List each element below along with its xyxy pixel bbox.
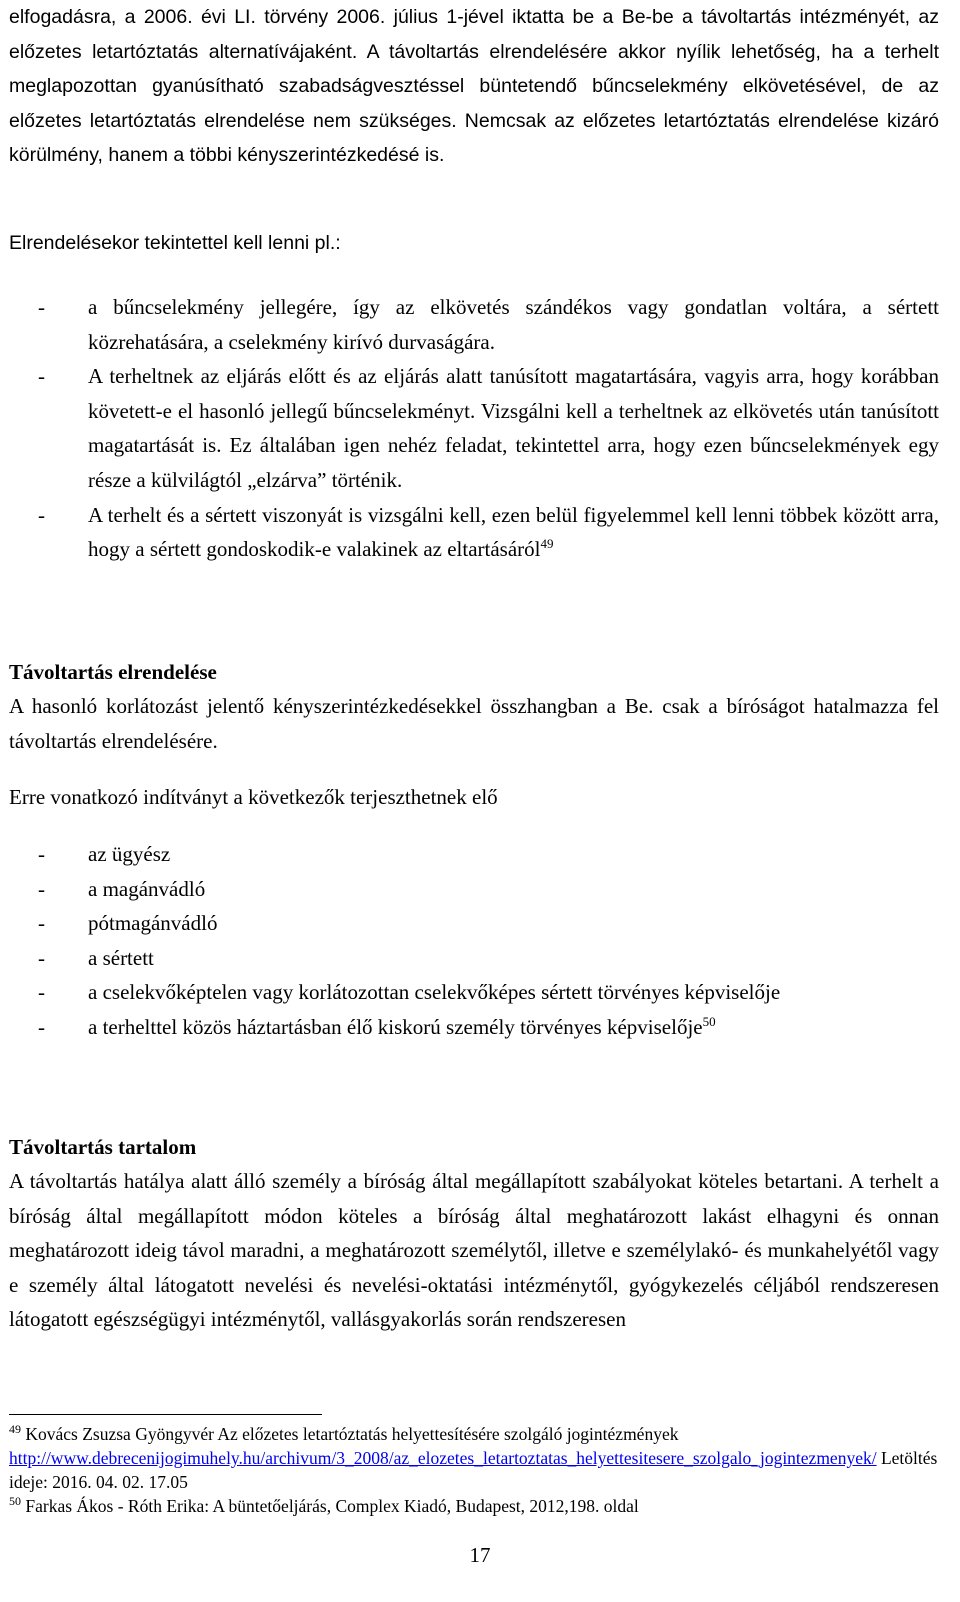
list-item (9, 975, 939, 1010)
list-item-text: a bűncselekmény jellegére, így az elkövetés szándékos vagy gondatlan voltára, a sértett közrehatására, a cselekmény kirívó durvaságára. (88, 295, 939, 354)
footnote-divider (9, 1414, 322, 1415)
list-item-text: A terheltnek az eljárás előtt és az eljárás alatt tanúsított magatartására, vagyis arra, hogy korábban követett-e el hasonló jellegű bűncselekményt. Vizsgálni kell a terheltnek az elkövetés után tanúsított magatartását is. Ez általában igen nehéz feladat, tekintettel arra, hogy ezen bűncselekmények egy része a külvilágtól „elzárva” történik. (88, 364, 939, 492)
list-item (9, 290, 939, 359)
movers-list (9, 837, 939, 1045)
list-dash: - (38, 842, 45, 866)
list-item-text: a sértett (88, 945, 154, 970)
list-item-text: a terhelttel közös háztartásban élő kiskorú személy törvényes képviselője (88, 1014, 703, 1039)
list-dash: - (38, 1014, 45, 1039)
list-item-text: a cselekvőképtelen vagy korlátozottan cselekvőképes sértett törvényes képviselője (88, 980, 781, 1005)
page-number: 17 (469, 1543, 491, 1567)
list-item (9, 941, 939, 976)
list-item-text: A terhelt és a sértett viszonyát is vizsgálni kell, ezen belül figyelemmel kell lenni többek között arra, hogy a sértett gondoskodik-e valakinek az eltartásáról (88, 502, 939, 562)
list-item (9, 906, 939, 941)
footnote-ref[interactable]: 50 (702, 1013, 716, 1029)
criteria-list (9, 290, 939, 567)
list-item (9, 359, 939, 497)
list-dash: - (38, 364, 45, 389)
list-dash: - (38, 911, 45, 936)
list-item-text: pótmagánvádló (88, 911, 218, 936)
list-dash: - (38, 502, 45, 527)
footnote-number: 50 (9, 1494, 21, 1509)
opening-paragraph (9, 0, 939, 173)
list-dash: - (38, 945, 45, 970)
footnote-49 (9, 1422, 939, 1494)
list-item (9, 1010, 939, 1045)
list-item-text: az ügyész (88, 842, 171, 866)
list-dash: - (38, 876, 45, 901)
footnote-download-date: Letöltés ideje: 2016. 04. 02. 17.05 (9, 1448, 938, 1492)
footnote-link[interactable]: http://www.debrecenijogimuhely.hu/archivum/3_2008/az_elozetes_letartoztatas_helyettesitesere_szolgalo_jogintezmenyek/ (9, 1448, 877, 1468)
list-item (9, 837, 939, 872)
footnote-text: Kovács Zsuzsa Gyöngyvér Az előzetes letartóztatás helyettesítésére szolgáló jogintézmények (25, 1424, 679, 1444)
list-item (9, 498, 939, 567)
motion-intro: Erre vonatkozó indítványt a következők terjeszthetnek elő (9, 785, 498, 809)
footnotes (9, 1422, 939, 1518)
footnote-50 (9, 1494, 939, 1518)
section-content-text: A távoltartás hatálya alatt álló személy a bíróság által megállapított szabályokat köteles betartani. A terhelt a bíróság által megállapított módon köteles a bíróság által meghatározott lakást elhagyni és onnan meghatározott ideig távol maradni, a meghatározott személytől, illetve e személylakó- és munkahelyétől vagy e személy által látogatott nevelési és nevelési-oktatási intézménytől, gyógykezelés céljából rendszeresen látogatott egészségügyi intézménytől, vallásgyakorlás során rendszeresen (9, 1169, 939, 1332)
footnote-number: 49 (9, 1422, 21, 1437)
section-ordering-text: A hasonló korlátozást jelentő kényszerintézkedésekkel összhangban a Be. csak a bíróságot hatalmazza fel távoltartás elrendelésére. (9, 694, 939, 753)
section-heading-ordering: Távoltartás elrendelése (9, 660, 217, 684)
section-heading-content: Távoltartás tartalom (9, 1135, 197, 1159)
list-item (9, 872, 939, 907)
list-dash: - (38, 295, 45, 319)
criteria-intro: Elrendelésekor tekintettel kell lenni pl.: (9, 232, 341, 254)
list-item-text: a magánvádló (88, 876, 206, 901)
footnote-text: Farkas Ákos - Róth Erika: A büntetőeljárás, Complex Kiadó, Budapest, 2012,198. oldal (25, 1496, 639, 1516)
footnote-ref[interactable]: 49 (540, 536, 554, 552)
list-dash: - (38, 980, 45, 1005)
opening-paragraph-text: elfogadásra, a 2006. évi LI. törvény 2006. július 1-jével iktatta be a Be-be a távoltartás intézményét, az előzetes letartóztatás alternatívájaként. A távoltartás elrendelésére akkor nyílik lehetőség, ha a terhelt meglapozottan gyanúsítható szabadságvesztéssel büntetendő bűncselekmény elkövetésével, de az előzetes letartóztatás elrendelése nem szükséges. Nemcsak az előzetes letartóztatás elrendelése kizáró körülmény, hanem a többi kényszerintézkedésé is. (9, 6, 939, 167)
